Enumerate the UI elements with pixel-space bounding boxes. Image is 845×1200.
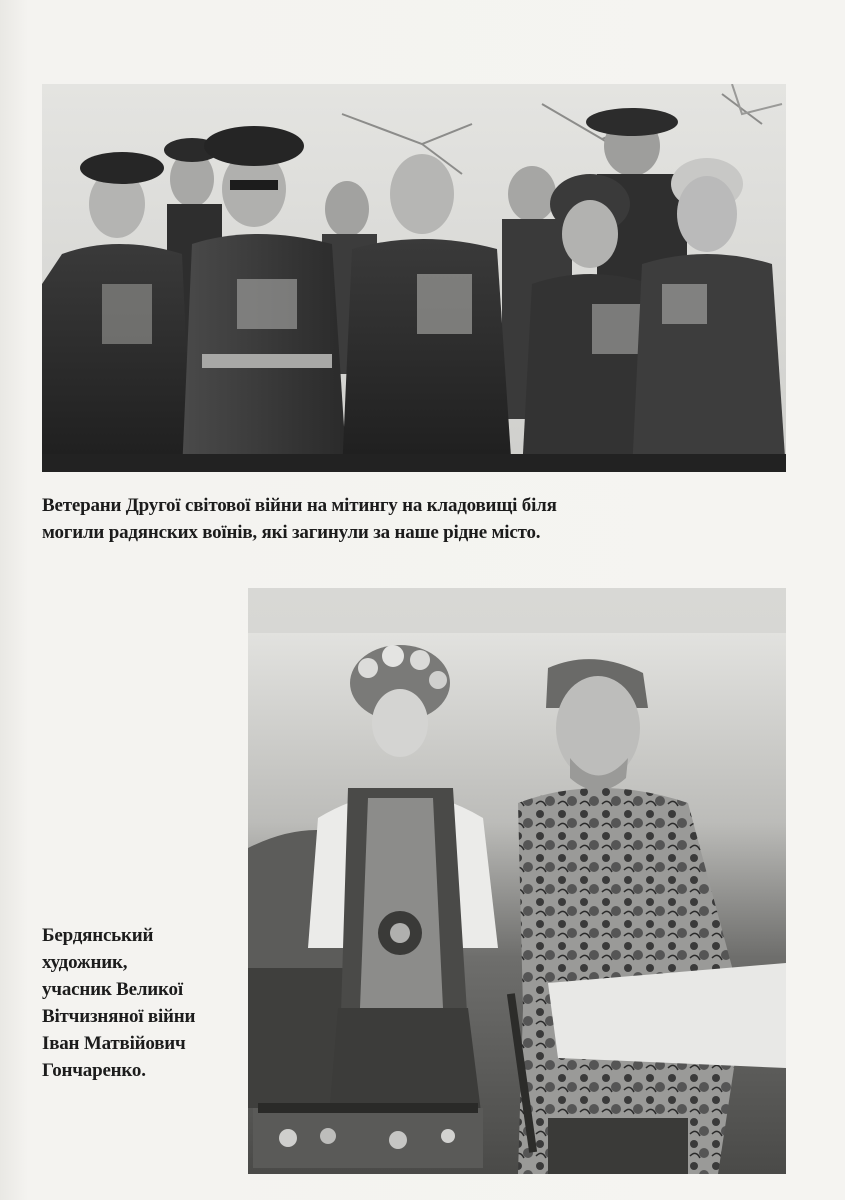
artist-caption bbox=[42, 922, 242, 1084]
veterans-photo bbox=[42, 84, 786, 472]
artist-caption-line-2: художник, bbox=[42, 952, 128, 973]
front-row bbox=[42, 126, 786, 472]
veterans-photo-image bbox=[42, 84, 786, 472]
artist-photo bbox=[248, 588, 786, 1174]
artist-caption-line-5: Іван Матвійович bbox=[42, 1033, 186, 1054]
artist-caption-line-6: Гончаренко. bbox=[42, 1060, 146, 1081]
veterans-caption-line-1: Ветерани Другої світової війни на мітингу на кладовищі біля bbox=[42, 495, 557, 516]
artist-photo-image bbox=[248, 588, 786, 1174]
artist-caption-line-4: Вітчизняної війни bbox=[42, 1006, 196, 1027]
artist-caption-line-3: учасник Великої bbox=[42, 979, 183, 1000]
veterans-caption-line-2: могили радянских воїнів, які загинули за наше рідне місто. bbox=[42, 522, 541, 543]
veterans-caption bbox=[42, 492, 787, 546]
artist-caption-line-1: Бердянський bbox=[42, 925, 154, 946]
